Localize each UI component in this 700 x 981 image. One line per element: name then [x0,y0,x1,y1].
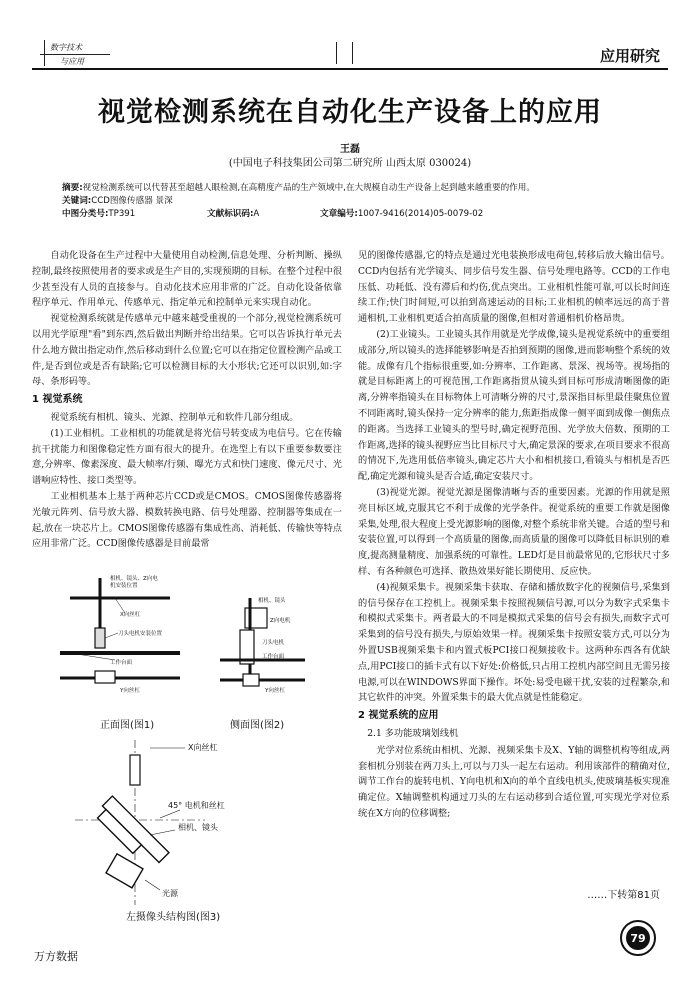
header-rule [32,68,668,70]
paragraph: (3)视觉光源。视觉光源是图像清晰与否的重要因素。光源的作用就是照亮目标区域,克服其它不利于成像的光学条件。视觉系统的重要工作就是图像采集,处理,很大程度上受光源影响的图像,对整个系统非常关键。合适的型号和安装位置,可以得到一个高质量的图像,而高质量的图像可以降低目标识别的难度,提高测量精度、加强系统的可靠性。LED灯是目前最常见的,它形状尺寸多样、有各种颜色可选择、散热效果好能长期使用、反应快。 [358,486,670,577]
journal-logo [40,40,120,68]
continued-note: ……下转第81页 [587,890,660,901]
z-motor [245,608,267,628]
tool-head [95,628,105,648]
header-divider [352,42,353,64]
section-label: 应用研究 [599,47,660,65]
section-heading: 2 视觉系统的应用 [358,710,439,722]
fig1-label: 工作台面 [110,660,133,666]
page-number-badge [618,918,658,958]
fig3-label: 光源 [162,889,178,898]
abstract-label: 摘要: [62,183,83,193]
paragraph: 视觉系统有相机、镜头、光源、控制单元和软件几部分组成。 [50,411,299,423]
doc-code-label: 文献标识码: [207,209,254,219]
fig2-label: 工作台面 [262,654,285,660]
fig3-label: X向丝杠 [188,743,218,752]
section-heading: 1 视觉系统 [32,394,83,406]
journal-name-line2: 与应用 [60,57,84,66]
article-title: 视觉检测系统在自动化生产设备上的应用 [98,97,602,128]
fig1-label: X向丝杠 [120,612,141,618]
page-number: 79 [630,932,646,945]
header-divider [336,42,337,64]
fig2-label: Z向电机 [270,618,291,624]
fig3-label: 相机、镜头 [178,823,218,832]
fig2-caption: 侧面图(图2) [230,720,285,731]
paragraph: 工业相机基本上基于两种芯片CCD或是CMOS。CMOS图像传感器将光敏元阵列、信号放大器、模数转换电路、信号处理器、控制器等集成在一起,放在一块芯片上。CMOS图像传感器有集成性高、消耗低、传输快等特点应用非常广泛。CCD图像传感器是目前最常 [32,490,342,550]
fig2-label: 刀头电机 [262,640,285,646]
fig1-label: 刀头电机安装位置 [118,631,163,637]
source-watermark: 万方数据 [34,950,78,963]
x-screw-block [130,755,140,785]
keywords [62,195,173,208]
affiliation: (中国电子科技集团公司第二研究所 山西太原 030024) [228,158,472,169]
figure-left-camera-structure [60,740,340,910]
fig3-label: 45° 电机和丝杠 [168,801,225,810]
paragraph: 光学对位系统由相机、光源、视频采集卡及X、Y轴的调整机构等组成,两套相机分别装在两刀头上,可以与刀头一起左右运动。利用该部件的精确对位,调节工作台的旋转电机、Y向电机和X向的单个直线电机头,使玻璃基板实现准确定位。X轴调整机构通过刀头的左右运动移到合适位置,可实现光学对位系统在X方向的位移调整; [358,744,670,819]
paragraph: 视觉检测系统就是传感单元中越来越受重视的一个部分,视觉检测系统可以用光学原理"看"到东西,然后做出判断并给出结果。它可以告诉执行单元去什么地方做出指定动作,然后移动到什么位置;它可以在指定位置检测产品或工件,是否到位或是否有缺陷;它可以检测目标的大小形状;它还可以识别,如:字母、条形码等。 [32,313,342,388]
clc-value: TP391 [108,209,136,219]
fig1-label: Y向丝杠 [120,688,140,694]
fig2-label: Y向丝杠 [265,688,285,694]
fig3-caption: 左摄像头结构图(图3) [126,912,221,923]
y-carriage [95,671,115,683]
doc-code-value: A [253,209,260,219]
left-column [32,248,342,552]
keywords-label: 关键词: [62,196,92,206]
keywords-text: CCD图像传感器 景深 [91,196,173,206]
paragraph: 见的图像传感器,它的特点是通过光电装换形成电荷包,转移后放大输出信号。CCD内包括有光学镜头、同步信号发生器、信号处理电路等。CCD的工作电压低、功耗低、没有滞后和灼伤,优点突出。工业相机性能可靠,可以长时间连续工作;快门时间短,可以拍到高速运动的目标;工业相机的帧率远远的高于普通相机,工业相机更适合拍高质量的图像,但相对普通相机价格昂贵。 [358,250,670,325]
author: 王磊 [340,144,360,155]
figure-front-side-views [40,568,340,738]
fig1-label: 相机、镜头、Z向电 [110,576,158,582]
abstract [62,182,535,195]
article-no-label: 文章编号: [320,209,358,219]
right-column [358,248,670,822]
light-source [106,854,143,888]
journal-name-line1: 数字技术 [50,43,82,52]
paragraph: (1)工业相机。工业相机的功能就是将光信号转变成为电信号。它在传输抗干扰能力和图像稳定性方面有很大的提升。在选型上有以下重要参数要注意,分辨率、像素深度、最大帧率/行频、曝光方式和快门速度、像元尺寸、光谱响应特性、接口类型等。 [32,427,342,487]
clc-label: 中图分类号: [62,209,109,219]
subsection-heading: 2.1 多功能玻璃划线机 [367,727,459,739]
fig1-label: 机安装位置 [110,583,138,589]
article-no-value: 1007-9416(2014)05-0079-02 [357,209,484,219]
paragraph: (4)视频采集卡。视频采集卡获取、存储和播放数字化的视频信号,采集到的信号保存在工控机上。视频采集卡按照视频信号源,可以分为数字式采集卡和模拟式采集卡。两者最大的不同是模拟式采集的信号会有损失,而数字式可采集到的信号没有损失,与原始效果一样。视频采集卡按照安装方式,可以分为外置USB视频采集卡和内置式板PCI接口视频接收卡。这两种东西各有优缺点,用PCI接口的插卡式有以下好处:价格低,只占用工控机内部空间且无需另接电源,可以在WINDOWS界面下操作。坏处:易受电磁干扰,安装的过程繁杂,和其它软件的冲突。外置采集卡的最大优点就是性能稳定。 [358,581,670,704]
paragraph: (2)工业镜头。工业镜头其作用就是光学成像,镜头是视觉系统中的重要组成部分,所以镜头的选择能够影响是否拍到预期的图像,进而影响整个系统的效能。成像有几个指标很重要,如:分辨率、工作距离、景深、视场等。视场指的就是目标距离上的可视范围,工作距离指贯从镜头到目标可形成清晰图像的距离,分辨率指镜头在目标物体上可清晰分辨的尺寸,景深指目标里最佳聚焦位置不同距离时,镜头保持一定分辨率的能力,焦距指成像一侧平面到成像一侧焦点的距离。当选择工业镜头的型号时,确定视野范围、光学放大倍数、预期的工作距离,选择的镜头视野应当比目标尺寸大,确定景深的要求,在项目要求不很高的情况下,先选用低倍率镜头,确定芯片大小和相机接口,看镜头与相机是否匹配,确定光源和镜头是否合适,确定安装尺寸。 [358,328,670,483]
classification-line [62,208,642,221]
fig1-caption: 正面图(图1) [100,720,155,731]
fig2-label: 相机、镜头 [258,598,286,604]
abstract-text: 视觉检测系统可以代替甚至超越人眼检测,在高精度产品的生产领域中,在大规模自动生产设备上起到越来越重要的作用。 [82,183,535,193]
paragraph: 自动化设备在生产过程中大量使用自动检测,信息处理、分析判断、操纵控制,最终按照使用者的要求或是生产目的,实现预期的目标。在整个过程中很少甚至没有人员的直接参与。自动化技术应用非常的广泛。自动化设备依靠程序单元、作用单元、传感单元、指定单元和控制单元来实现自动化。 [32,250,342,309]
